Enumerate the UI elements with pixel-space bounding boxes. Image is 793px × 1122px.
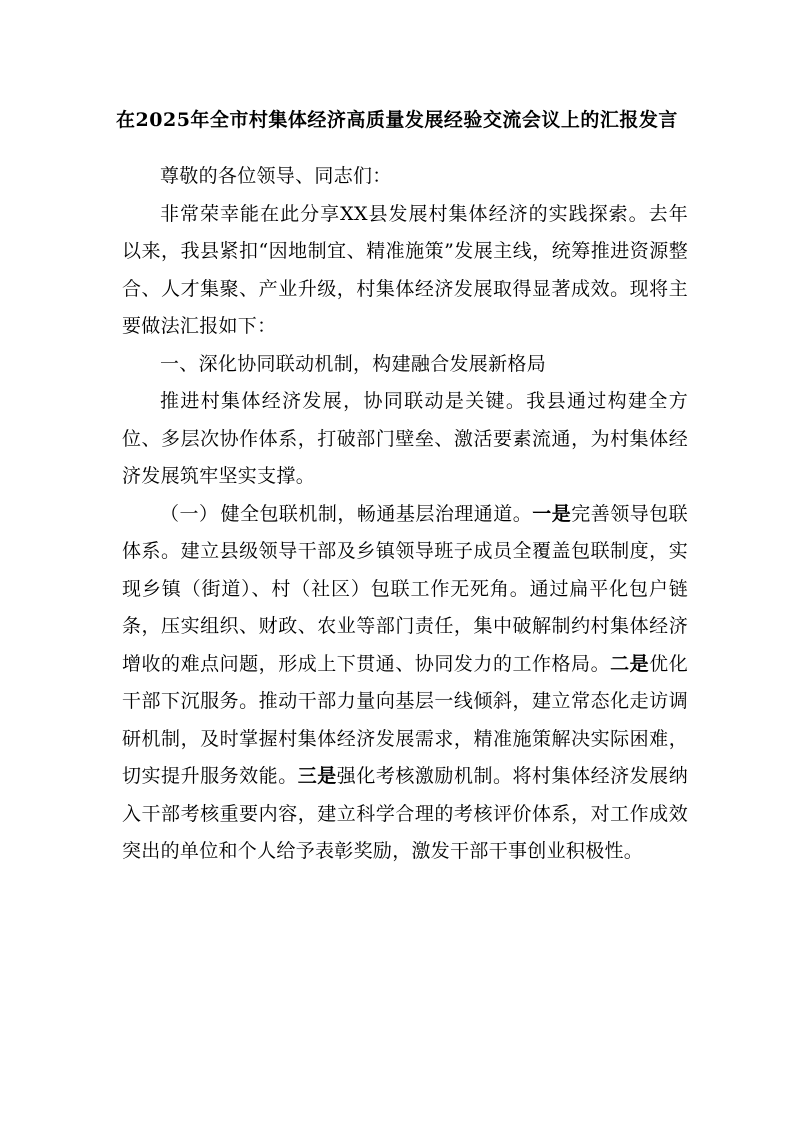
- point-text-1: 完善领导包联体系。建立县级领导干部及乡镇领导班子成员全覆盖包联制度，实现乡镇（街道）、村（社区）包联工作无死角。通过扁平化包户链条，压实组织、财政、农业等部门责任，集中破解制约村集体经济增收的难点问题，形成上下贯通、协同发力的工作格局。: [122, 502, 688, 675]
- subsection-heading: 健全包联机制，畅通基层治理通道。: [220, 502, 533, 525]
- intro-paragraph: 非常荣幸能在此分享XX县发展村集体经济的实践探索。去年以来，我县紧扣“因地制宜、精准施策”发展主线，统筹推进资源整合、人才集聚、产业升级，村集体经济发展取得显著成效。现将主要做法汇报如下：: [122, 202, 688, 337]
- document-body: [122, 158, 688, 871]
- point-text-3: 强化考核激励机制。将村集体经济发展纳入干部考核重要内容，建立科学合理的考核评价体系，对工作成效突出的单位和个人给予表彰奖励，激发干部干事创业积极性。: [122, 765, 689, 862]
- point-marker-1: 一是: [532, 502, 572, 525]
- salutation: 尊敬的各位领导、同志们：: [160, 165, 392, 187]
- section-intro-1: 推进村集体经济发展，协同联动是关键。我县通过构建全方位、多层次协作体系，打破部门壁垒、激活要素流通，为村集体经济发展筑牢坚实支撑。: [122, 390, 688, 487]
- subsection-paragraph-1: [122, 496, 688, 871]
- section-heading-1: 一、深化协同联动机制，构建融合发展新格局: [160, 352, 547, 375]
- point-marker-3: 三是: [297, 765, 337, 787]
- subsection-number: （一）: [160, 502, 219, 525]
- point-marker-2: 二是: [610, 652, 650, 675]
- document-title: 在2025年全市村集体经济高质量发展经验交流会议上的汇报发言: [116, 109, 678, 131]
- point-text-2: 优化干部下沉服务。推动干部力量向基层一线倾斜，建立常态化走访调研机制，及时掌握村集体经济发展需求，精准施策解决实际困难，切实提升服务效能。: [122, 652, 688, 787]
